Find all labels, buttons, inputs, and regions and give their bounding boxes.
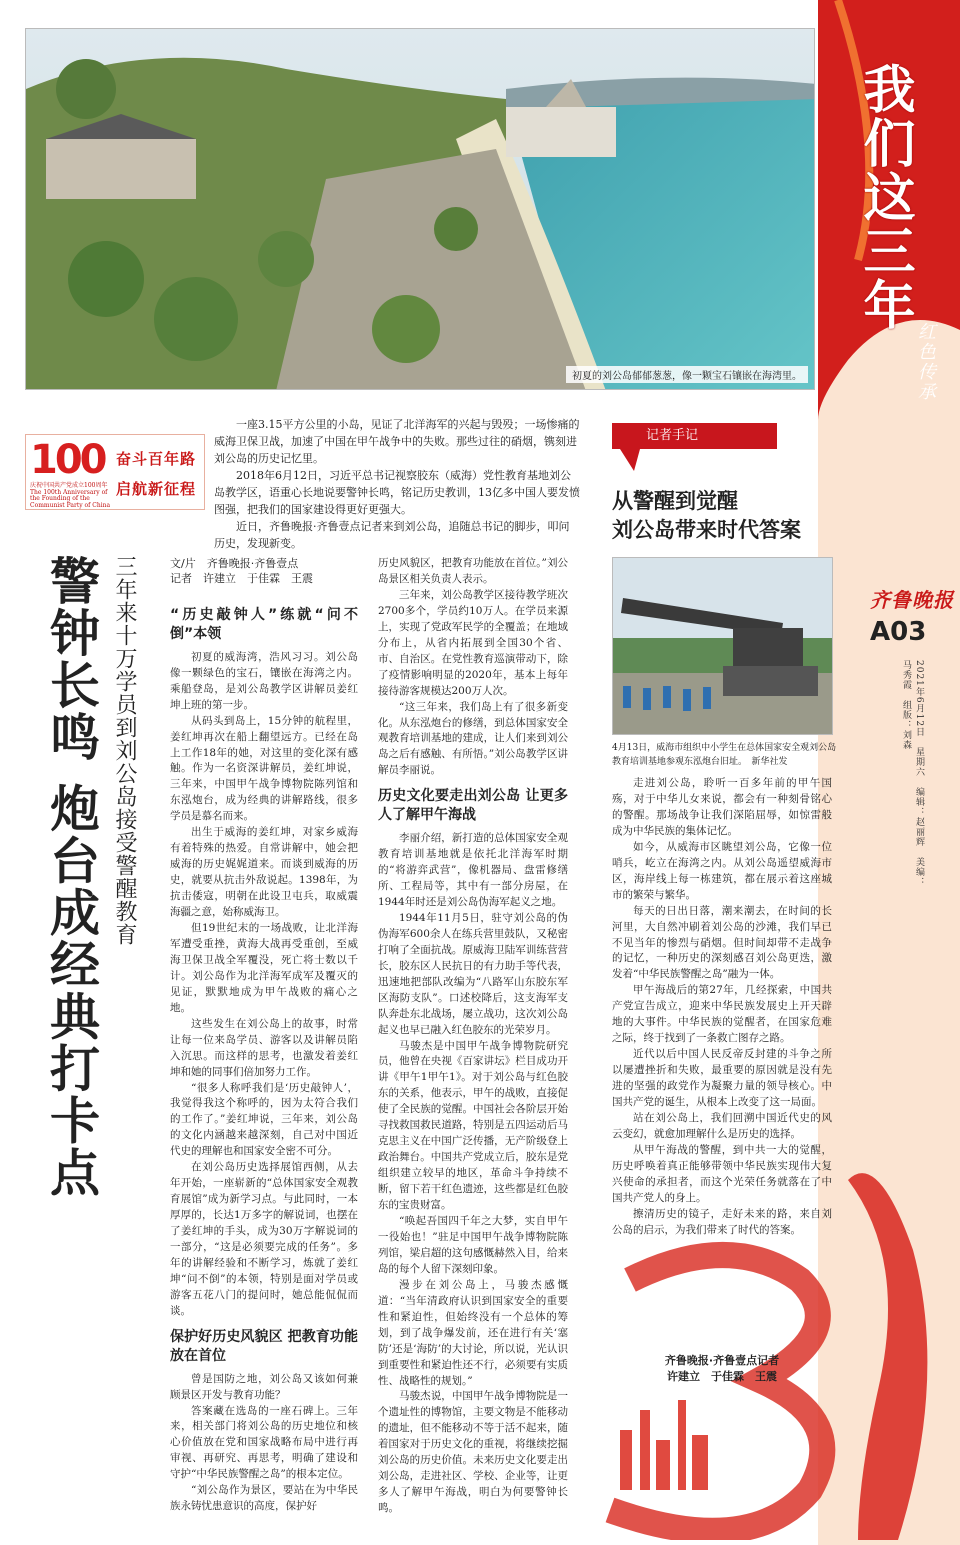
main-headline: 警钟长鸣 炮台成经典打卡点	[42, 555, 100, 1199]
cannon-photo-caption: 4月13日，威海市组织中小学生在总体国家安全观刘公岛教育培训基地参观东泓炮台旧址。 新华社发	[612, 743, 837, 768]
commentary-column	[612, 776, 832, 1239]
body-paragraph: 马骏杰说，中国甲午战争博物院是一个遗址性的博物馆，主要文物是不能移动的遗址，但不能移动不等于活不起来，随着国家对于历史文化的重视，将继续挖掘刘公岛的历史价值。未来历史文化要走出刘公岛，走进社区、学校、企业等，让更多人了解甲午海战，明白为何要警钟长鸣。	[378, 1390, 568, 1515]
commentary-headline-line: 刘公岛带来时代答案	[612, 517, 801, 542]
body-paragraph: 李丽介绍，新打造的总体国家安全观教育培训基地就是依托北洋海军时期的“将游弈武营”，像机器局、盘雷修缮所、工程局等，其中有一部分房屋，在1944年时还是刘公岛伪海军起义之地。	[378, 832, 568, 908]
article-column-2	[378, 556, 568, 1541]
body-paragraph: 曾是国防之地，刘公岛又该如何兼顾景区开发与教育功能？	[170, 1372, 358, 1401]
lead-paragraph: 一座3.15平方公里的小岛，见证了北洋海军的兴起与毁殁；一场惨痛的威海卫保卫战，加速了中国在甲午战争中的失败。那些过往的硝烟，镌刻进刘公岛的历史记忆里。	[214, 418, 580, 466]
commentary-headline	[612, 487, 832, 545]
body-paragraph: “很多人称呼我们是‘历史敲钟人’，我觉得我这个称呼的，因为太符合我们的工作了。”姜红坤说，三年来，刘公岛的文化内涵越来越深刻，自己对中国近代史的理解也和国家安全密不可分。	[170, 1081, 358, 1158]
lead-paragraph: 近日，齐鲁晚报·齐鲁壹点记者来到刘公岛，追随总书记的脚步，叩问历史，发现新变。	[214, 520, 570, 551]
tag-tail	[620, 449, 640, 471]
body-paragraph: 甲午海战后的第27年，几经探索，中国共产党宣告成立，迎来中华民族发展史上开天辟地的大事件。中华民族的觉醒者，在国家危难之际，终于找到了一条救亡图存之路。	[612, 984, 832, 1045]
section-heading: 历史文化要走出刘公岛 让更多人了解甲午海战	[378, 788, 568, 824]
article-column-1	[170, 598, 358, 1538]
newspaper-logo: 齐鲁晚报	[870, 588, 954, 612]
lead-paragraph: 2018年6月12日，习近平总书记视察胶东（威海）党性教育基地刘公岛教学区，语重心长地说要警钟长鸣，铭记历史教训，13亿多中国人要发愤图强，把我们的国家建设得更好更强大。	[214, 469, 580, 517]
byline-line: 记者 许建立 于佳霖 王震	[170, 572, 313, 586]
body-paragraph: 出生于威海的姜红坤，对家乡威海有着特殊的热爱。自常讲解中，她会把威海的历史娓娓道来。而谈到威海的历史，就要从抗击外敌说起。1398年，为抗击倭寇，明朝在此设卫屯兵，取威震海疆之意，始称威海卫。	[170, 826, 358, 919]
body-paragraph: 1944年11月5日，驻守刘公岛的伪伪海军600余人在练兵营里鼓队，又秘密打响了全面抗战。原威海卫陆军训练营营长，胶东区人民抗日的有力助手等代表，迅速地把部队改编为“八路军山东胶东军区海防支队”。口述校降后，这支海军支队奔赴东北战场，屡立战功，这次刘公岛起义也早已融入红色胶东的光荣岁月。	[378, 911, 568, 1036]
body-paragraph: 走进刘公岛，聆听一百多年前的甲午国殇，对于中华儿女来说，都会有一种刻骨铭心的警醒。那场战争让我们深陷屈辱，如惊雷般成为中华民族的集体记忆。	[612, 777, 832, 837]
centenary-number: 100	[30, 437, 105, 483]
island-aerial-photo	[26, 29, 815, 390]
slogan-line-2: 启航新征程	[116, 480, 197, 498]
body-paragraph: “唤起吾国四千年之大梦，实自甲午一役始也！”驻足中国甲午战争博物院陈列馆，梁启超的这句感慨赫然入目，给来岛的每个人留下深刻印象。	[378, 1215, 568, 1275]
body-paragraph: 漫步在刘公岛上，马骏杰感慨道：“当年清政府认识到国家安全的重要性和紧迫性，但始终没有一个总体的筹划，到了战争爆发前，还在进行有关‘塞防’还是‘海防’的大讨论，所以说，光认识到重要性和紧迫性还不行，必须要有实质性、战略性的规划。”	[378, 1278, 568, 1387]
body-paragraph: 每天的日出日落，潮来潮去，在时间的长河里，大自然冲刷着刘公岛的沙滩，我们早已不见当年的惨烈与硝烟。但时间却带不走战争的记忆，一种历史的深刻感召刘公岛更迭，激发着“中华民族警醒之岛”融为一体。	[612, 904, 832, 981]
commentary-signature	[612, 1353, 832, 1385]
series-title: 我们这三年	[854, 62, 915, 332]
series-subtitle: 红色传承	[915, 322, 936, 402]
byline-line: 文/片 齐鲁晚报·齐鲁壹点	[170, 557, 299, 570]
body-paragraph: 但19世纪末的一场战败，让北洋海军遭受重挫，黄海大战再受重创，至威海卫保卫战全军覆没，死亡将士数以千计。刘公岛作为北洋海军成军及覆灭的见证，默默地成为甲午战败的痛心之地。	[170, 921, 358, 1014]
hero-photo	[25, 28, 815, 390]
photo-caption: 初夏的刘公岛郁郁葱葱，像一颗宝石镶嵌在海湾里。	[566, 366, 808, 383]
edition-info: 2021年6月12日 星期六 编辑：赵丽辉 美编：马秀霞 组版：刘森	[901, 660, 924, 888]
body-paragraph: “刘公岛作为景区，要站在为中华民族永铸忧患意识的高度，保护好	[170, 1484, 358, 1513]
body-paragraph: 从甲午海战的警醒，到中共一大的觉醒，历史呼唤着真正能够带领中华民族实现伟大复兴使命的承担者，而这个光荣任务就落在了中国共产党人的身上。	[612, 1143, 832, 1204]
body-paragraph: 从码头到岛上，15分钟的航程里，姜红坤再次在船上翻望远方。已经在岛上工作18年的她，对这里的变化深有感触。作为一名资深讲解员，姜红坤说，三年来，中国甲午战争博物院陈列馆和东泓炮台，成为经典的讲解路线，很多学员是慕名而来。	[170, 714, 358, 823]
signature-line: 许建立 于佳霖 王震	[667, 1369, 777, 1383]
page-number: A03	[870, 617, 927, 647]
body-paragraph: 历史风貌区，把教育功能放在首位。”刘公岛景区相关负责人表示。	[378, 557, 568, 585]
lead-paragraphs	[214, 416, 580, 552]
body-paragraph: 近代以后中国人民反帝反封建的斗争之所以屡遭挫折和失败，最重要的原因就是没有先进的坚强的政党作为凝聚力量的领导核心。中国共产党的诞生，从根本上改变了这一局面。	[612, 1048, 832, 1109]
body-paragraph: 这些发生在刘公岛上的故事，时常让每一位来岛学员、游客以及讲解员陷入沉思。而这样的思考，也激发着姜红坤和她的同事们倍加努力工作。	[170, 1017, 358, 1078]
cannon-photo	[612, 557, 833, 735]
body-paragraph: 在刘公岛历史选择展馆西侧，从去年开始，一座崭新的“总体国家安全观教育展馆”成为新学习点。与此同时，一本厚厚的，长达1万多字的解说词，也摆在了姜红坤的手头，成为30万字解说词的一部分，“这是必须要完成的任务”。多年的讲解经验和不断学习，炼就了姜红坤“问不倒”的本领，特别是面对学员或游客五花八门的提问时，她总能侃侃而谈。	[170, 1161, 358, 1317]
reporter-notes-tag: 记者手记	[612, 423, 777, 449]
body-paragraph: 三年来，刘公岛教学区接待教学班次2700多个，学员约10万人。在学员来源上，实现了党政军民学的全覆盖；在地域分布上，从省内拓展到全国30个省、市、自治区。在党性教育巡演带动下，除了疫情影响明显的2020年，基本上每年接待游客规模达200万人次。	[378, 588, 568, 697]
byline	[170, 556, 313, 587]
body-paragraph: 站在刘公岛上，我们回溯中国近代史的风云变幻，就愈加理解什么是历史的选择。	[612, 1112, 832, 1140]
body-paragraph: 初夏的威海湾，浩风习习。刘公岛像一颗绿色的宝石，镶嵌在海湾之内。乘船登岛，是刘公岛教学区讲解员姜红坤上班的第一步。	[170, 650, 358, 711]
commentary-headline-line: 从警醒到觉醒	[612, 489, 738, 513]
centenary-caption: 庆祝中国共产党成立100周年 The 100th Anniversary of the Founding of the Communist Party of China	[30, 482, 111, 509]
body-paragraph: 答案藏在选岛的一座石碑上。三年来，相关部门将刘公岛的历史地位和核心价值放在党和国家战略布局中进行再审视、再研究、再思考，明确了建设和守护“中华民族警醒之岛”的根本定位。	[170, 1404, 358, 1481]
sub-headline: 三年来十万学员到刘公岛接受警醒教育	[112, 555, 137, 946]
section-heading: “历史敲钟人”练就“问不倒”本领	[170, 607, 358, 642]
signature-line: 齐鲁晚报·齐鲁壹点记者	[664, 1354, 780, 1367]
decorative-three-graphic	[590, 1240, 850, 1540]
section-heading: 保护好历史风貌区 把教育功能放在首位	[170, 1328, 358, 1364]
body-paragraph: 如今，从威海市区眺望刘公岛，它像一位哨兵，屹立在海湾之内。从刘公岛遥望威海市区，海岸线上每一栋建筑，都在展示着这座城市的繁荣与繁华。	[612, 840, 832, 901]
body-paragraph: 马骏杰是中国甲午战争博物院研究员，他曾在央视《百家讲坛》栏目成功开讲《甲午1甲午1》。对于刘公岛与红色胶东的关系，他表示，甲午的战败，直接促使了全民族的觉醒。中国社会各阶层开始寻找救国救民道路，特别是五四运动后马克思主义在中国广泛传播，无产阶级登上政治舞台。中国共产党成立后，胶东是党组织建立较早的地区，革命斗争持续不断，留下若干红色遗迹，这些都是红色胶东的宝贵财富。	[378, 1039, 568, 1212]
body-paragraph: “这三年来，我们岛上有了很多新变化。从东泓炮台的修缮，到总体国家安全观教育培训基地的建成，让人们来到刘公岛之后有感触、有所悟。”刘公岛教学区讲解员李丽说。	[378, 700, 568, 777]
body-paragraph: 擦清历史的镜子，走好未来的路，来自刘公岛的启示，为我们带来了时代的答案。	[612, 1207, 832, 1236]
slogan-line-1: 奋斗百年路	[116, 450, 197, 468]
